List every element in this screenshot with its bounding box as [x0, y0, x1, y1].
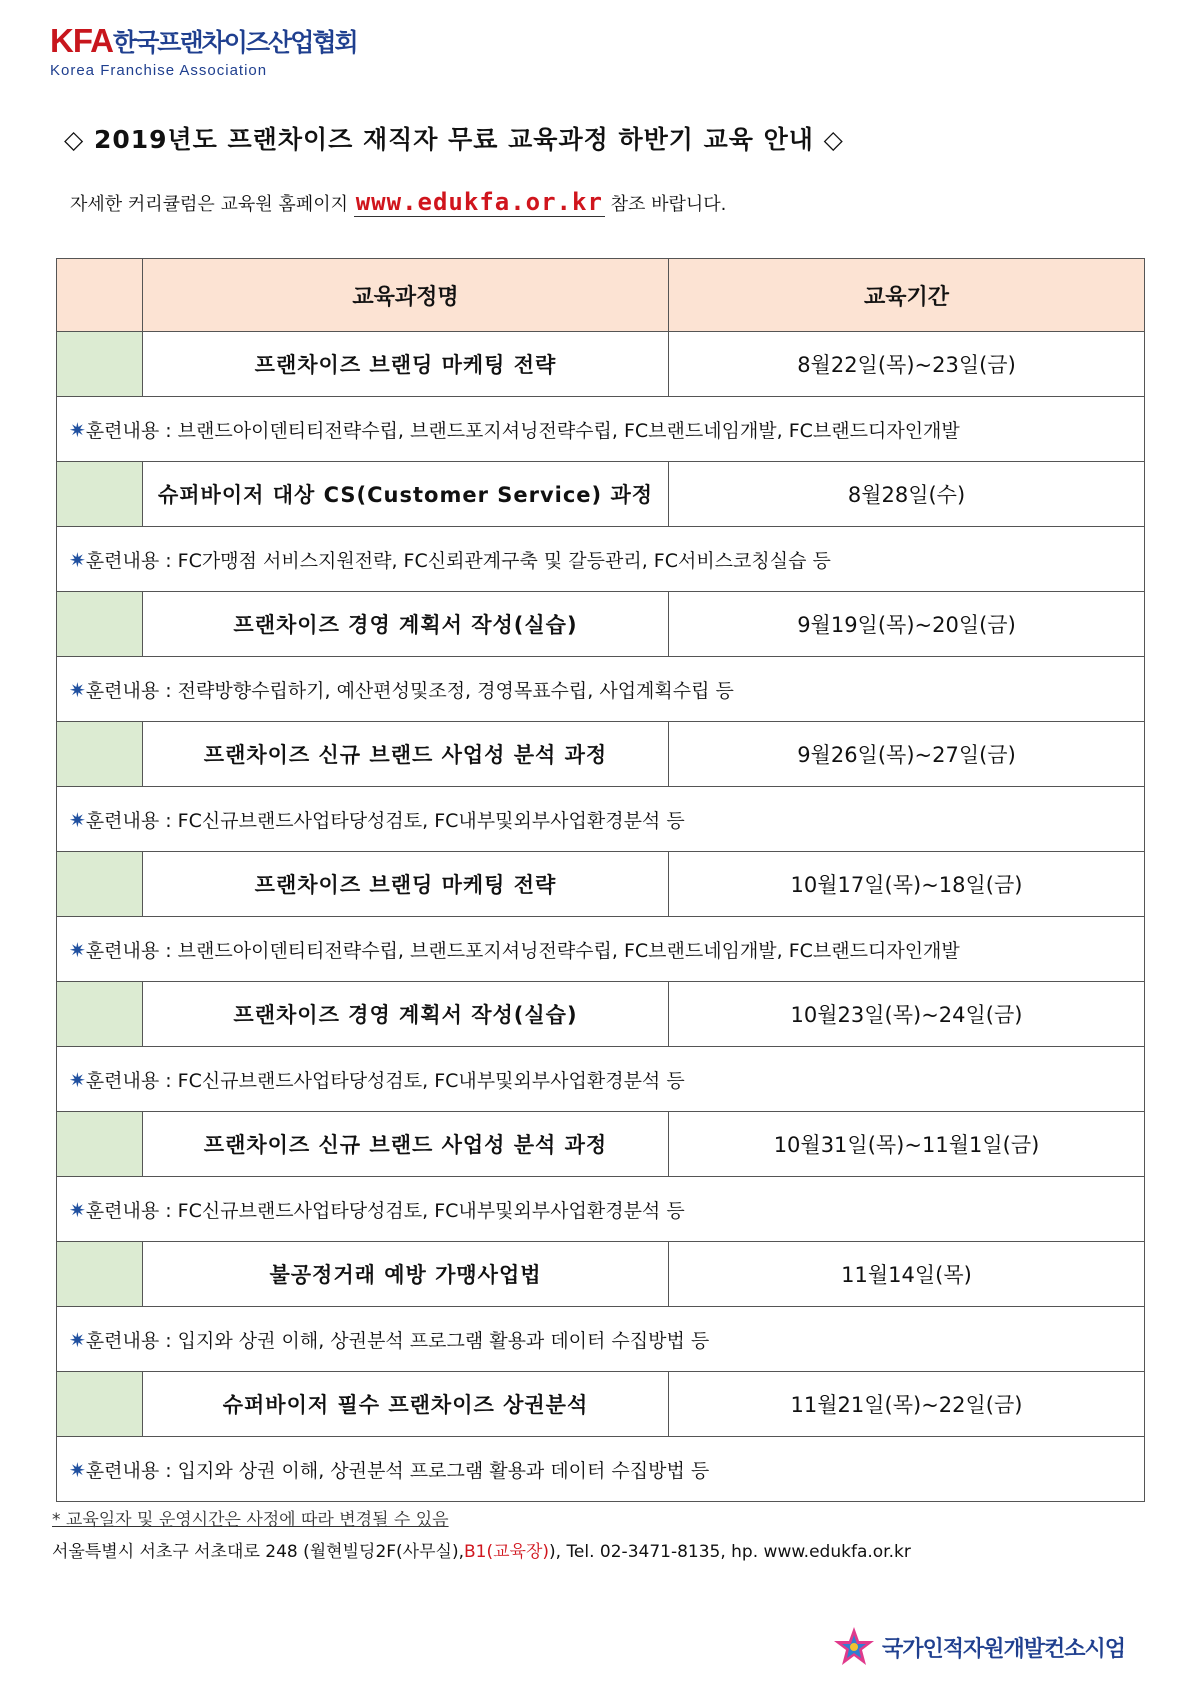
consortium-logo	[832, 1625, 1125, 1669]
diamond-icon: ◇	[823, 125, 844, 154]
course-detail-row	[57, 1437, 1145, 1502]
course-schedule-table	[56, 258, 1145, 1502]
course-detail	[57, 1177, 1145, 1242]
detail-text: 브랜드아이덴티티전략수립, 브랜드포지셔닝전략수립, FC브랜드네임개발, FC브랜드디자인개발	[177, 939, 960, 962]
course-name: 프랜차이즈 신규 브랜드 사업성 분석 과정	[143, 722, 669, 787]
asterisk-icon: ✷	[69, 1327, 86, 1352]
homepage-link[interactable]: www.edukfa.or.kr	[355, 188, 603, 216]
detail-label: 훈련내용	[85, 1329, 160, 1352]
detail-text: FC가맹점 서비스지원전략, FC신뢰관계구축 및 갈등관리, FC서비스코칭실습 등	[177, 549, 831, 572]
kfa-logo	[50, 22, 357, 79]
course-period: 10월23일(목)~24일(금)	[669, 982, 1145, 1047]
detail-label: 훈련내용	[85, 1459, 160, 1482]
course-row	[57, 1372, 1145, 1437]
course-detail-row	[57, 657, 1145, 722]
detail-label: 훈련내용	[85, 679, 160, 702]
curriculum-notice-suffix: 참조 바랍니다.	[604, 194, 727, 215]
course-row	[57, 1112, 1145, 1177]
asterisk-icon: ✷	[69, 807, 86, 832]
detail-separator: :	[159, 419, 178, 442]
course-name: 프랜차이즈 브랜딩 마케팅 전략	[143, 852, 669, 917]
asterisk-icon: ✷	[69, 547, 86, 572]
course-period: 10월31일(목)~11월1일(금)	[669, 1112, 1145, 1177]
detail-label: 훈련내용	[85, 1199, 160, 1222]
footer-address-start: 서울특별시 서초구 서초대로 248 (월현빌딩2F(사무실),	[52, 1542, 464, 1562]
course-period: 11월14일(목)	[669, 1242, 1145, 1307]
detail-label: 훈련내용	[85, 809, 160, 832]
detail-separator: :	[159, 1199, 178, 1222]
course-detail	[57, 917, 1145, 982]
detail-text: 입지와 상권 이해, 상권분석 프로그램 활용과 데이터 수집방법 등	[177, 1459, 710, 1482]
course-detail-row	[57, 397, 1145, 462]
row-marker-cell	[57, 332, 143, 397]
footer-education-room: B1(교육장)	[463, 1542, 549, 1562]
row-marker-cell	[57, 982, 143, 1047]
row-marker-cell	[57, 1372, 143, 1437]
detail-label: 훈련내용	[85, 1069, 160, 1092]
row-marker-cell	[57, 1112, 143, 1177]
course-row	[57, 332, 1145, 397]
asterisk-icon: ✷	[69, 417, 86, 442]
course-detail	[57, 787, 1145, 852]
course-row	[57, 462, 1145, 527]
detail-text: FC신규브랜드사업타당성검토, FC내부및외부사업환경분석 등	[177, 1199, 685, 1222]
detail-text: FC신규브랜드사업타당성검토, FC내부및외부사업환경분석 등	[177, 809, 685, 832]
curriculum-notice-prefix: 자세한 커리큘럼은 교육원 홈페이지	[70, 194, 354, 215]
course-detail-row	[57, 1307, 1145, 1372]
course-row	[57, 982, 1145, 1047]
page-title-text: 2019년도 프랜차이즈 재직자 무료 교육과정 하반기 교육 안내	[93, 125, 814, 154]
course-period: 11월21일(목)~22일(금)	[669, 1372, 1145, 1437]
detail-separator: :	[159, 809, 178, 832]
row-marker-cell	[57, 462, 143, 527]
course-detail	[57, 1047, 1145, 1112]
detail-separator: :	[159, 1459, 178, 1482]
course-detail-row	[57, 917, 1145, 982]
detail-label: 훈련내용	[85, 939, 160, 962]
detail-separator: :	[159, 1069, 178, 1092]
row-marker-cell	[57, 722, 143, 787]
course-period: 9월19일(목)~20일(금)	[669, 592, 1145, 657]
course-name: 프랜차이즈 경영 계획서 작성(실습)	[143, 592, 669, 657]
header-course-name: 교육과정명	[143, 259, 669, 332]
asterisk-icon: ✷	[69, 1067, 86, 1092]
detail-separator: :	[159, 939, 178, 962]
course-detail-row	[57, 1047, 1145, 1112]
schedule-change-note: * 교육일자 및 운영시간은 사정에 따라 변경될 수 있음	[52, 1510, 449, 1530]
course-detail-row	[57, 527, 1145, 592]
detail-separator: :	[159, 1329, 178, 1352]
course-name: 슈퍼바이저 대상 CS(Customer Service) 과정	[143, 462, 669, 527]
course-detail	[57, 397, 1145, 462]
page-title	[64, 120, 844, 156]
course-period: 8월28일(수)	[669, 462, 1145, 527]
course-row	[57, 852, 1145, 917]
detail-separator: :	[159, 679, 178, 702]
course-name: 프랜차이즈 신규 브랜드 사업성 분석 과정	[143, 1112, 669, 1177]
table-header-row	[57, 259, 1145, 332]
asterisk-icon: ✷	[69, 677, 86, 702]
champ-star-icon	[832, 1625, 876, 1669]
course-detail-row	[57, 787, 1145, 852]
detail-label: 훈련내용	[85, 419, 160, 442]
detail-text: 입지와 상권 이해, 상권분석 프로그램 활용과 데이터 수집방법 등	[177, 1329, 710, 1352]
course-period: 8월22일(목)~23일(금)	[669, 332, 1145, 397]
row-marker-cell	[57, 1242, 143, 1307]
course-detail	[57, 657, 1145, 722]
detail-text: 전략방향수립하기, 예산편성및조정, 경영목표수립, 사업계획수립 등	[177, 679, 734, 702]
course-row	[57, 592, 1145, 657]
footer-contact: ), Tel. 02-3471-8135, hp. www.edukfa.or.kr	[549, 1542, 911, 1562]
diamond-icon: ◇	[64, 125, 85, 154]
row-marker-cell	[57, 592, 143, 657]
course-name: 불공정거래 예방 가맹사업법	[143, 1242, 669, 1307]
course-row	[57, 1242, 1145, 1307]
detail-text: FC신규브랜드사업타당성검토, FC내부및외부사업환경분석 등	[177, 1069, 685, 1092]
detail-separator: :	[159, 549, 178, 572]
consortium-name: 국가인적자원개발컨소시엄	[882, 1636, 1126, 1662]
header-corner-cell	[57, 259, 143, 332]
course-period: 10월17일(목)~18일(금)	[669, 852, 1145, 917]
course-name: 프랜차이즈 경영 계획서 작성(실습)	[143, 982, 669, 1047]
course-period: 9월26일(목)~27일(금)	[669, 722, 1145, 787]
logo-korean-name: 한국프랜차이즈산업협회	[113, 28, 357, 57]
detail-text: 브랜드아이덴티티전략수립, 브랜드포지셔닝전략수립, FC브랜드네임개발, FC브랜드디자인개발	[177, 419, 960, 442]
row-marker-cell	[57, 852, 143, 917]
course-detail	[57, 527, 1145, 592]
header-period: 교육기간	[669, 259, 1145, 332]
logo-abbreviation: KFA	[50, 22, 113, 59]
logo-english-name: Korea Franchise Association	[50, 62, 268, 79]
course-detail	[57, 1437, 1145, 1502]
asterisk-icon: ✷	[69, 937, 86, 962]
asterisk-icon: ✷	[69, 1457, 86, 1482]
course-detail-row	[57, 1177, 1145, 1242]
curriculum-notice	[70, 188, 726, 216]
detail-label: 훈련내용	[85, 549, 160, 572]
course-name: 슈퍼바이저 필수 프랜차이즈 상권분석	[143, 1372, 669, 1437]
footer-address	[52, 1537, 911, 1562]
asterisk-icon: ✷	[69, 1197, 86, 1222]
course-name: 프랜차이즈 브랜딩 마케팅 전략	[143, 332, 669, 397]
course-detail	[57, 1307, 1145, 1372]
course-row	[57, 722, 1145, 787]
